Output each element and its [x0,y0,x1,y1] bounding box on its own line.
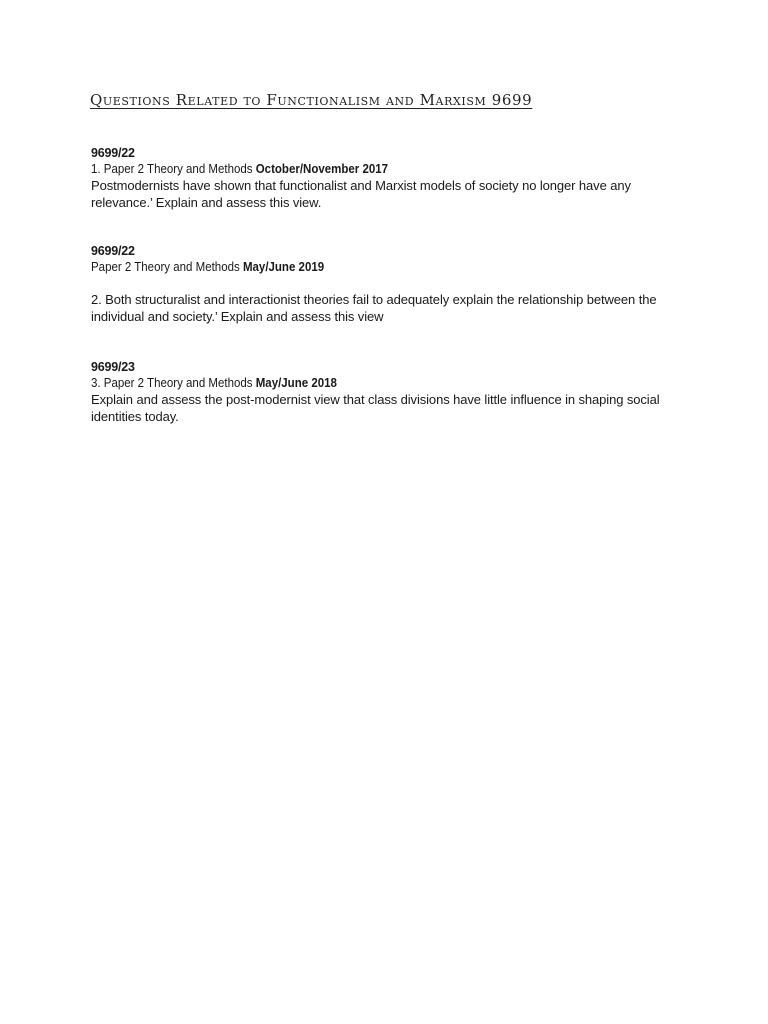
exam-session: May/June 2018 [255,376,337,390]
question-block-2 [91,244,691,325]
question-code: 9699/22 [91,244,135,258]
paper-label: Paper 2 Theory and Methods [91,260,243,274]
paper-line [91,259,643,275]
question-text: Explain and assess the post-modernist view that class divisions have little influence in shaping social identities today. [91,392,660,424]
question-code: 9699/23 [91,360,135,374]
paper-line [91,375,643,391]
question-block-3 [91,360,691,425]
paper-label: 1. Paper 2 Theory and Methods [91,162,256,176]
exam-session: May/June 2019 [242,260,325,274]
question-text: Postmodernists have shown that functionalist and Marxist models of society no longer have any relevance.’ Explain and assess this view. [91,178,631,210]
paper-line [91,161,643,177]
question-block-1 [91,146,691,211]
exam-session: October/November 2017 [255,162,389,176]
question-code: 9699/22 [91,146,135,160]
question-text: 2. Both structuralist and interactionist theories fail to adequately explain the relationship between the individual and society.’ Explain and assess this view [91,292,657,324]
paper-label: 3. Paper 2 Theory and Methods [91,376,256,390]
spacer [91,275,691,291]
document-title: Questions Related to Functionalism and Marxism 9699 [90,91,533,109]
